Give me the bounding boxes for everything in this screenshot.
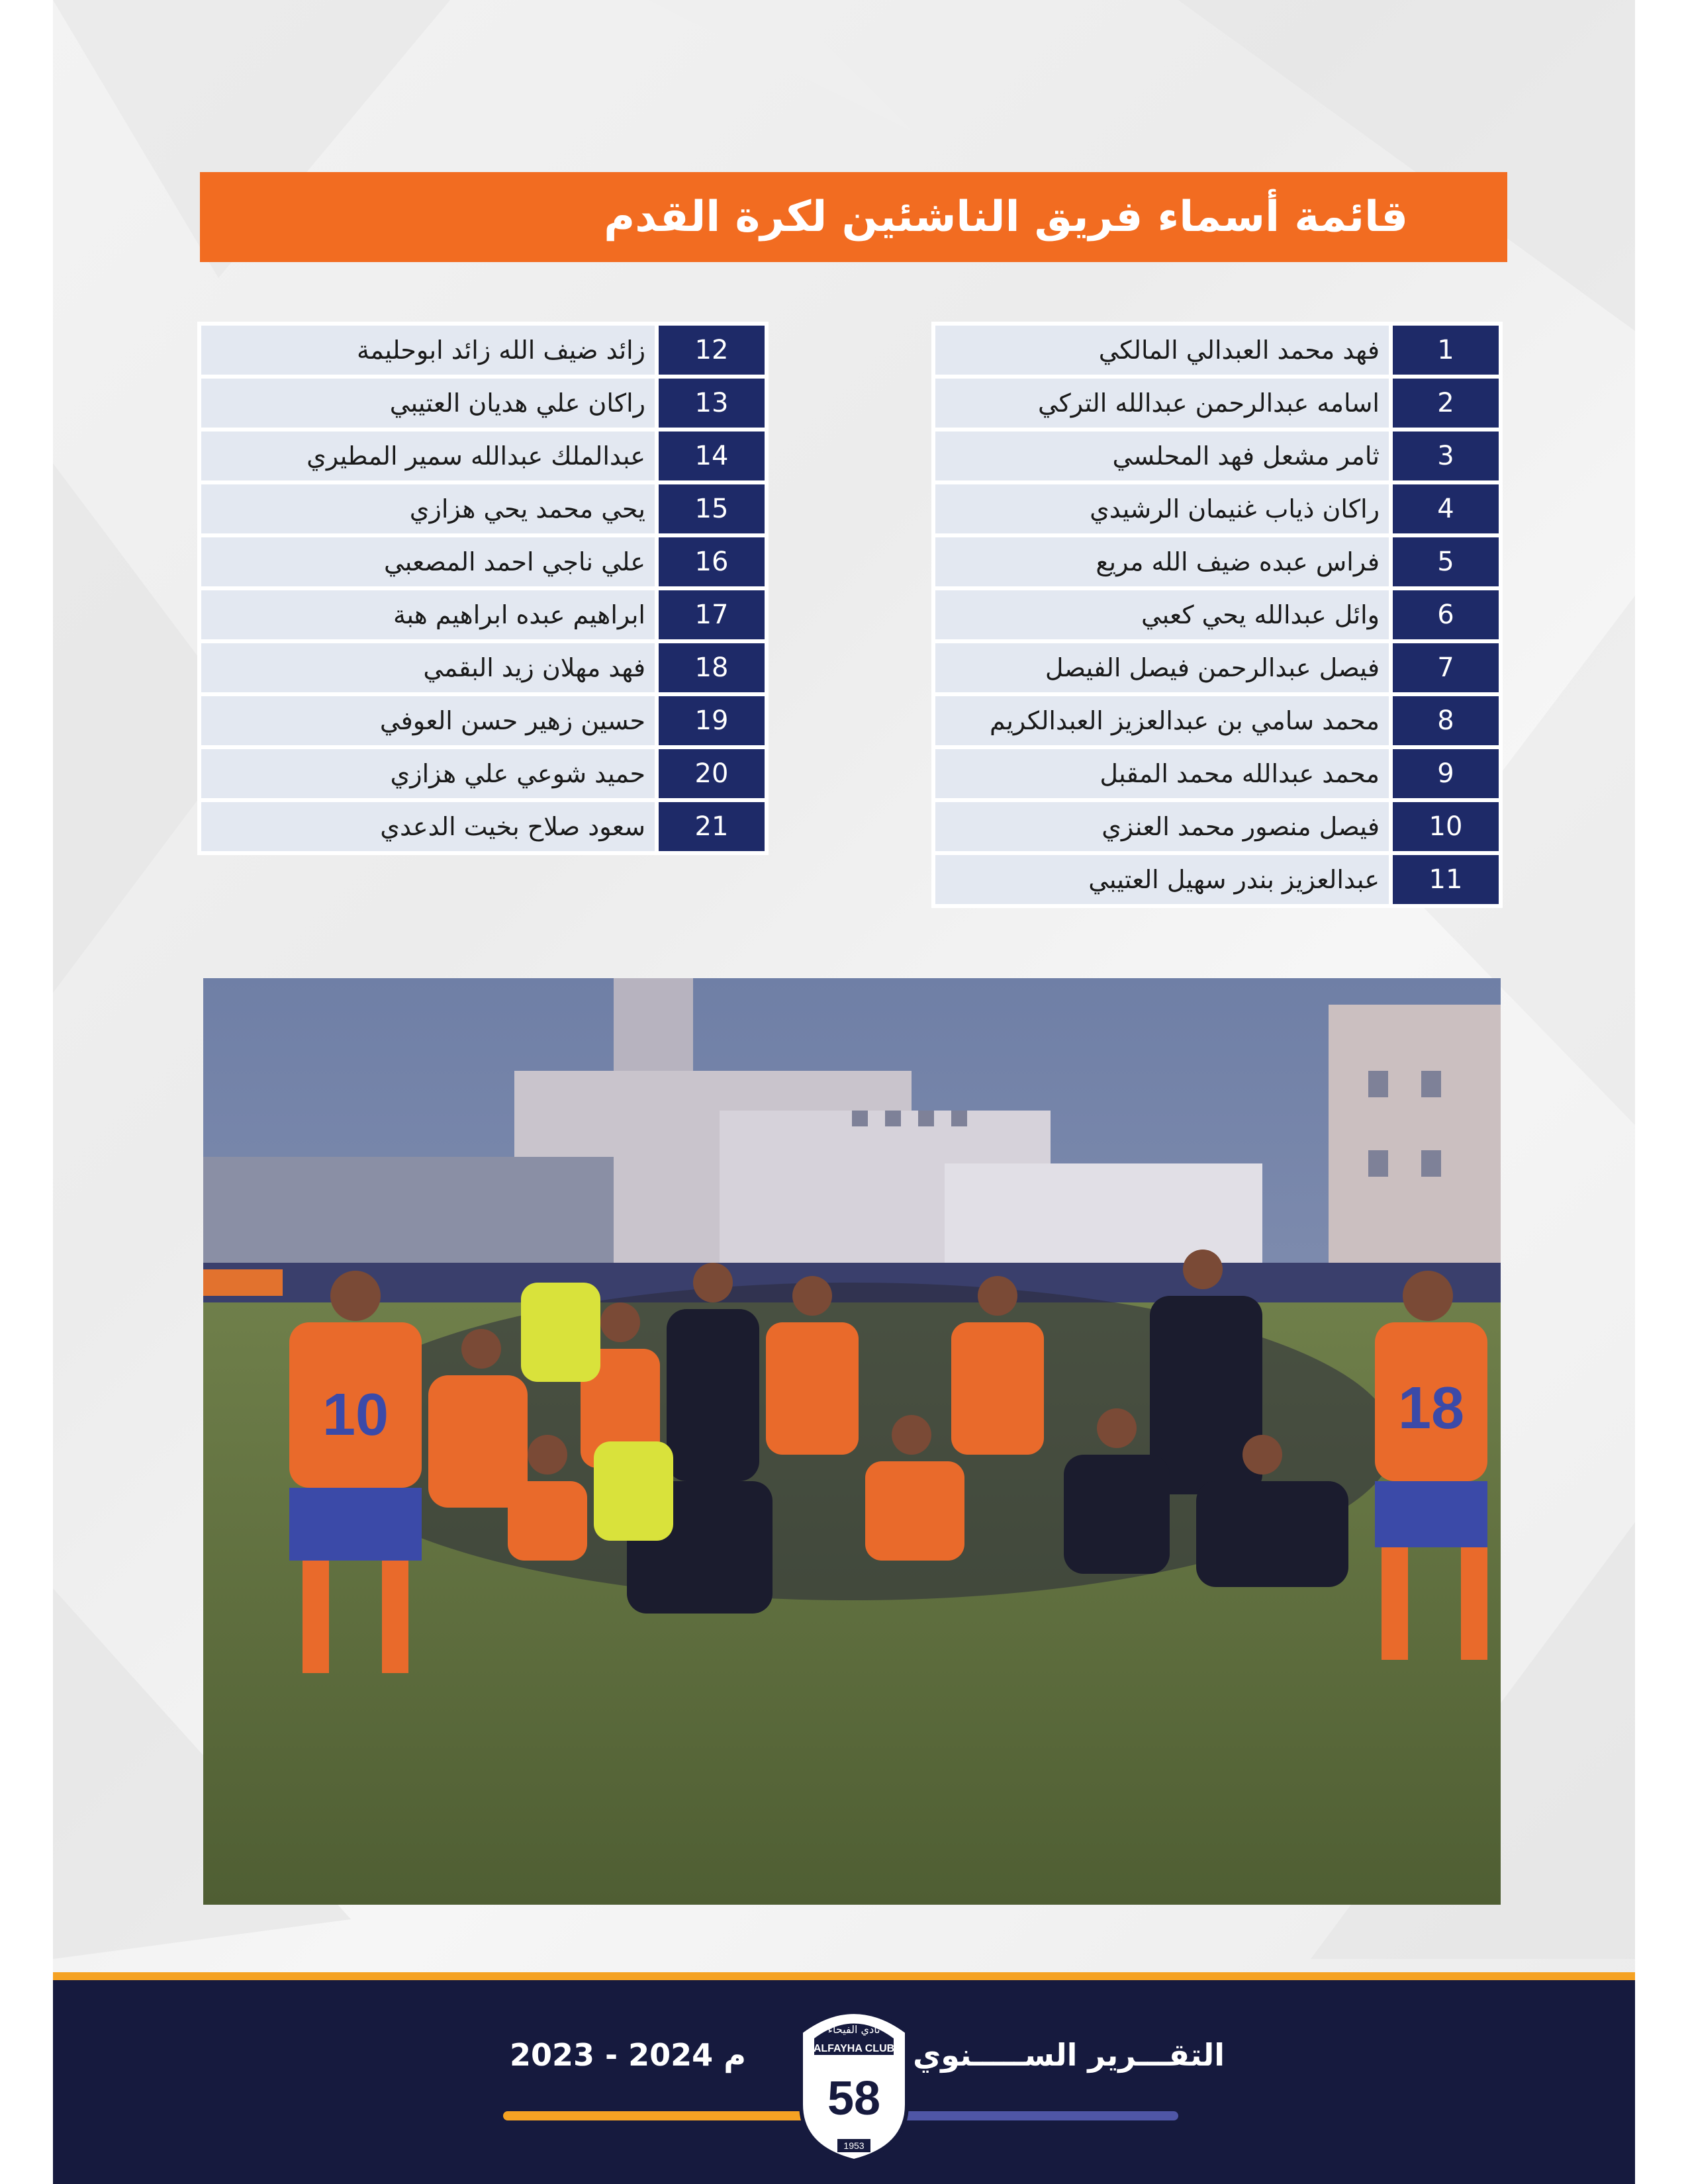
roster-row [935, 537, 1499, 586]
roster-row [201, 643, 765, 692]
footer-bar-right [894, 2111, 1178, 2120]
player-number: 20 [659, 749, 765, 798]
player-number: 3 [1393, 432, 1499, 480]
player-name: محمد سامي بن عبدالعزيز العبدالكريم [935, 696, 1389, 745]
roster-row [935, 379, 1499, 428]
player-name: حميد شوعي علي هزازي [201, 749, 655, 798]
logo-number: 58 [827, 2072, 881, 2125]
footer-accent-line [53, 1972, 1635, 1980]
player-number: 14 [659, 432, 765, 480]
logo-arabic: نادي الفيحاء [827, 2023, 880, 2036]
player-number: 15 [659, 484, 765, 533]
player-number: 10 [1393, 802, 1499, 851]
player-number: 13 [659, 379, 765, 428]
player-name: ابراهيم عبده ابراهيم هبة [201, 590, 655, 639]
roster-row [935, 484, 1499, 533]
player-name: وائل عبدالله يحي كعبي [935, 590, 1389, 639]
roster-row [935, 749, 1499, 798]
player-number: 19 [659, 696, 765, 745]
player-number: 9 [1393, 749, 1499, 798]
roster-row [201, 590, 765, 639]
player-name: فهد مهلان زيد البقمي [201, 643, 655, 692]
title-bar [200, 172, 1507, 262]
roster-row [201, 432, 765, 480]
roster-row [201, 537, 765, 586]
team-photo [203, 978, 1501, 1905]
roster-row [935, 643, 1499, 692]
player-number: 4 [1393, 484, 1499, 533]
player-name: زائد ضيف الله زائد ابوحليمة [201, 326, 655, 375]
roster-row [935, 802, 1499, 851]
player-name: سعود صلاح بخيت الدعدي [201, 802, 655, 851]
page-background [53, 0, 1635, 2184]
logo-english: ALFAYHA CLUB [813, 2043, 895, 2054]
footer-years: 2023 - 2024 م [510, 2037, 746, 2073]
roster-row [201, 379, 765, 428]
roster-row [201, 749, 765, 798]
player-number: 18 [659, 643, 765, 692]
player-number: 16 [659, 537, 765, 586]
footer-report-label: التقـــرير الســـــنوي [913, 2037, 1225, 2073]
player-name: ثامر مشعل فهد المحلسي [935, 432, 1389, 480]
roster-row [201, 802, 765, 851]
player-name: فهد محمد العبدالي المالكي [935, 326, 1389, 375]
roster-table-right [931, 322, 1503, 908]
roster-row [201, 326, 765, 375]
jersey-number-left: 10 [322, 1382, 389, 1448]
club-logo [788, 1992, 920, 2164]
player-number: 1 [1393, 326, 1499, 375]
player-number: 12 [659, 326, 765, 375]
team-photo-illustration [203, 978, 1501, 1905]
roster-row [201, 484, 765, 533]
player-name: عبدالعزيز بندر سهيل العتيبي [935, 855, 1389, 904]
roster-row [935, 590, 1499, 639]
player-name: علي ناجي احمد المصعبي [201, 537, 655, 586]
page-title: قائمة أسماء فريق الناشئين لكرة القدم [604, 193, 1408, 242]
player-name: اسامه عبدالرحمن عبدالله التركي [935, 379, 1389, 428]
player-name: فراس عبده ضيف الله مريع [935, 537, 1389, 586]
player-number: 5 [1393, 537, 1499, 586]
player-number: 17 [659, 590, 765, 639]
player-number: 21 [659, 802, 765, 851]
player-name: فيصل منصور محمد العنزي [935, 802, 1389, 851]
logo-founded: 1953 [843, 2140, 865, 2151]
roster-row [935, 432, 1499, 480]
player-number: 2 [1393, 379, 1499, 428]
player-name: راكان ذياب غنيمان الرشيدي [935, 484, 1389, 533]
roster-row [935, 855, 1499, 904]
player-name: عبدالملك عبدالله سمير المطيري [201, 432, 655, 480]
jersey-number-right: 18 [1397, 1375, 1465, 1441]
player-name: حسين زهير حسن العوفي [201, 696, 655, 745]
roster-table-left [197, 322, 769, 855]
player-number: 11 [1393, 855, 1499, 904]
player-number: 8 [1393, 696, 1499, 745]
player-name: راكان علي هديان العتيبي [201, 379, 655, 428]
player-name: فيصل عبدالرحمن فيصل الفيصل [935, 643, 1389, 692]
roster-row [935, 696, 1499, 745]
player-number: 6 [1393, 590, 1499, 639]
footer-bar-left [503, 2111, 827, 2120]
roster-row [201, 696, 765, 745]
player-name: يحي محمد يحي هزازي [201, 484, 655, 533]
roster-row [935, 326, 1499, 375]
player-number: 7 [1393, 643, 1499, 692]
player-name: محمد عبدالله محمد المقبل [935, 749, 1389, 798]
